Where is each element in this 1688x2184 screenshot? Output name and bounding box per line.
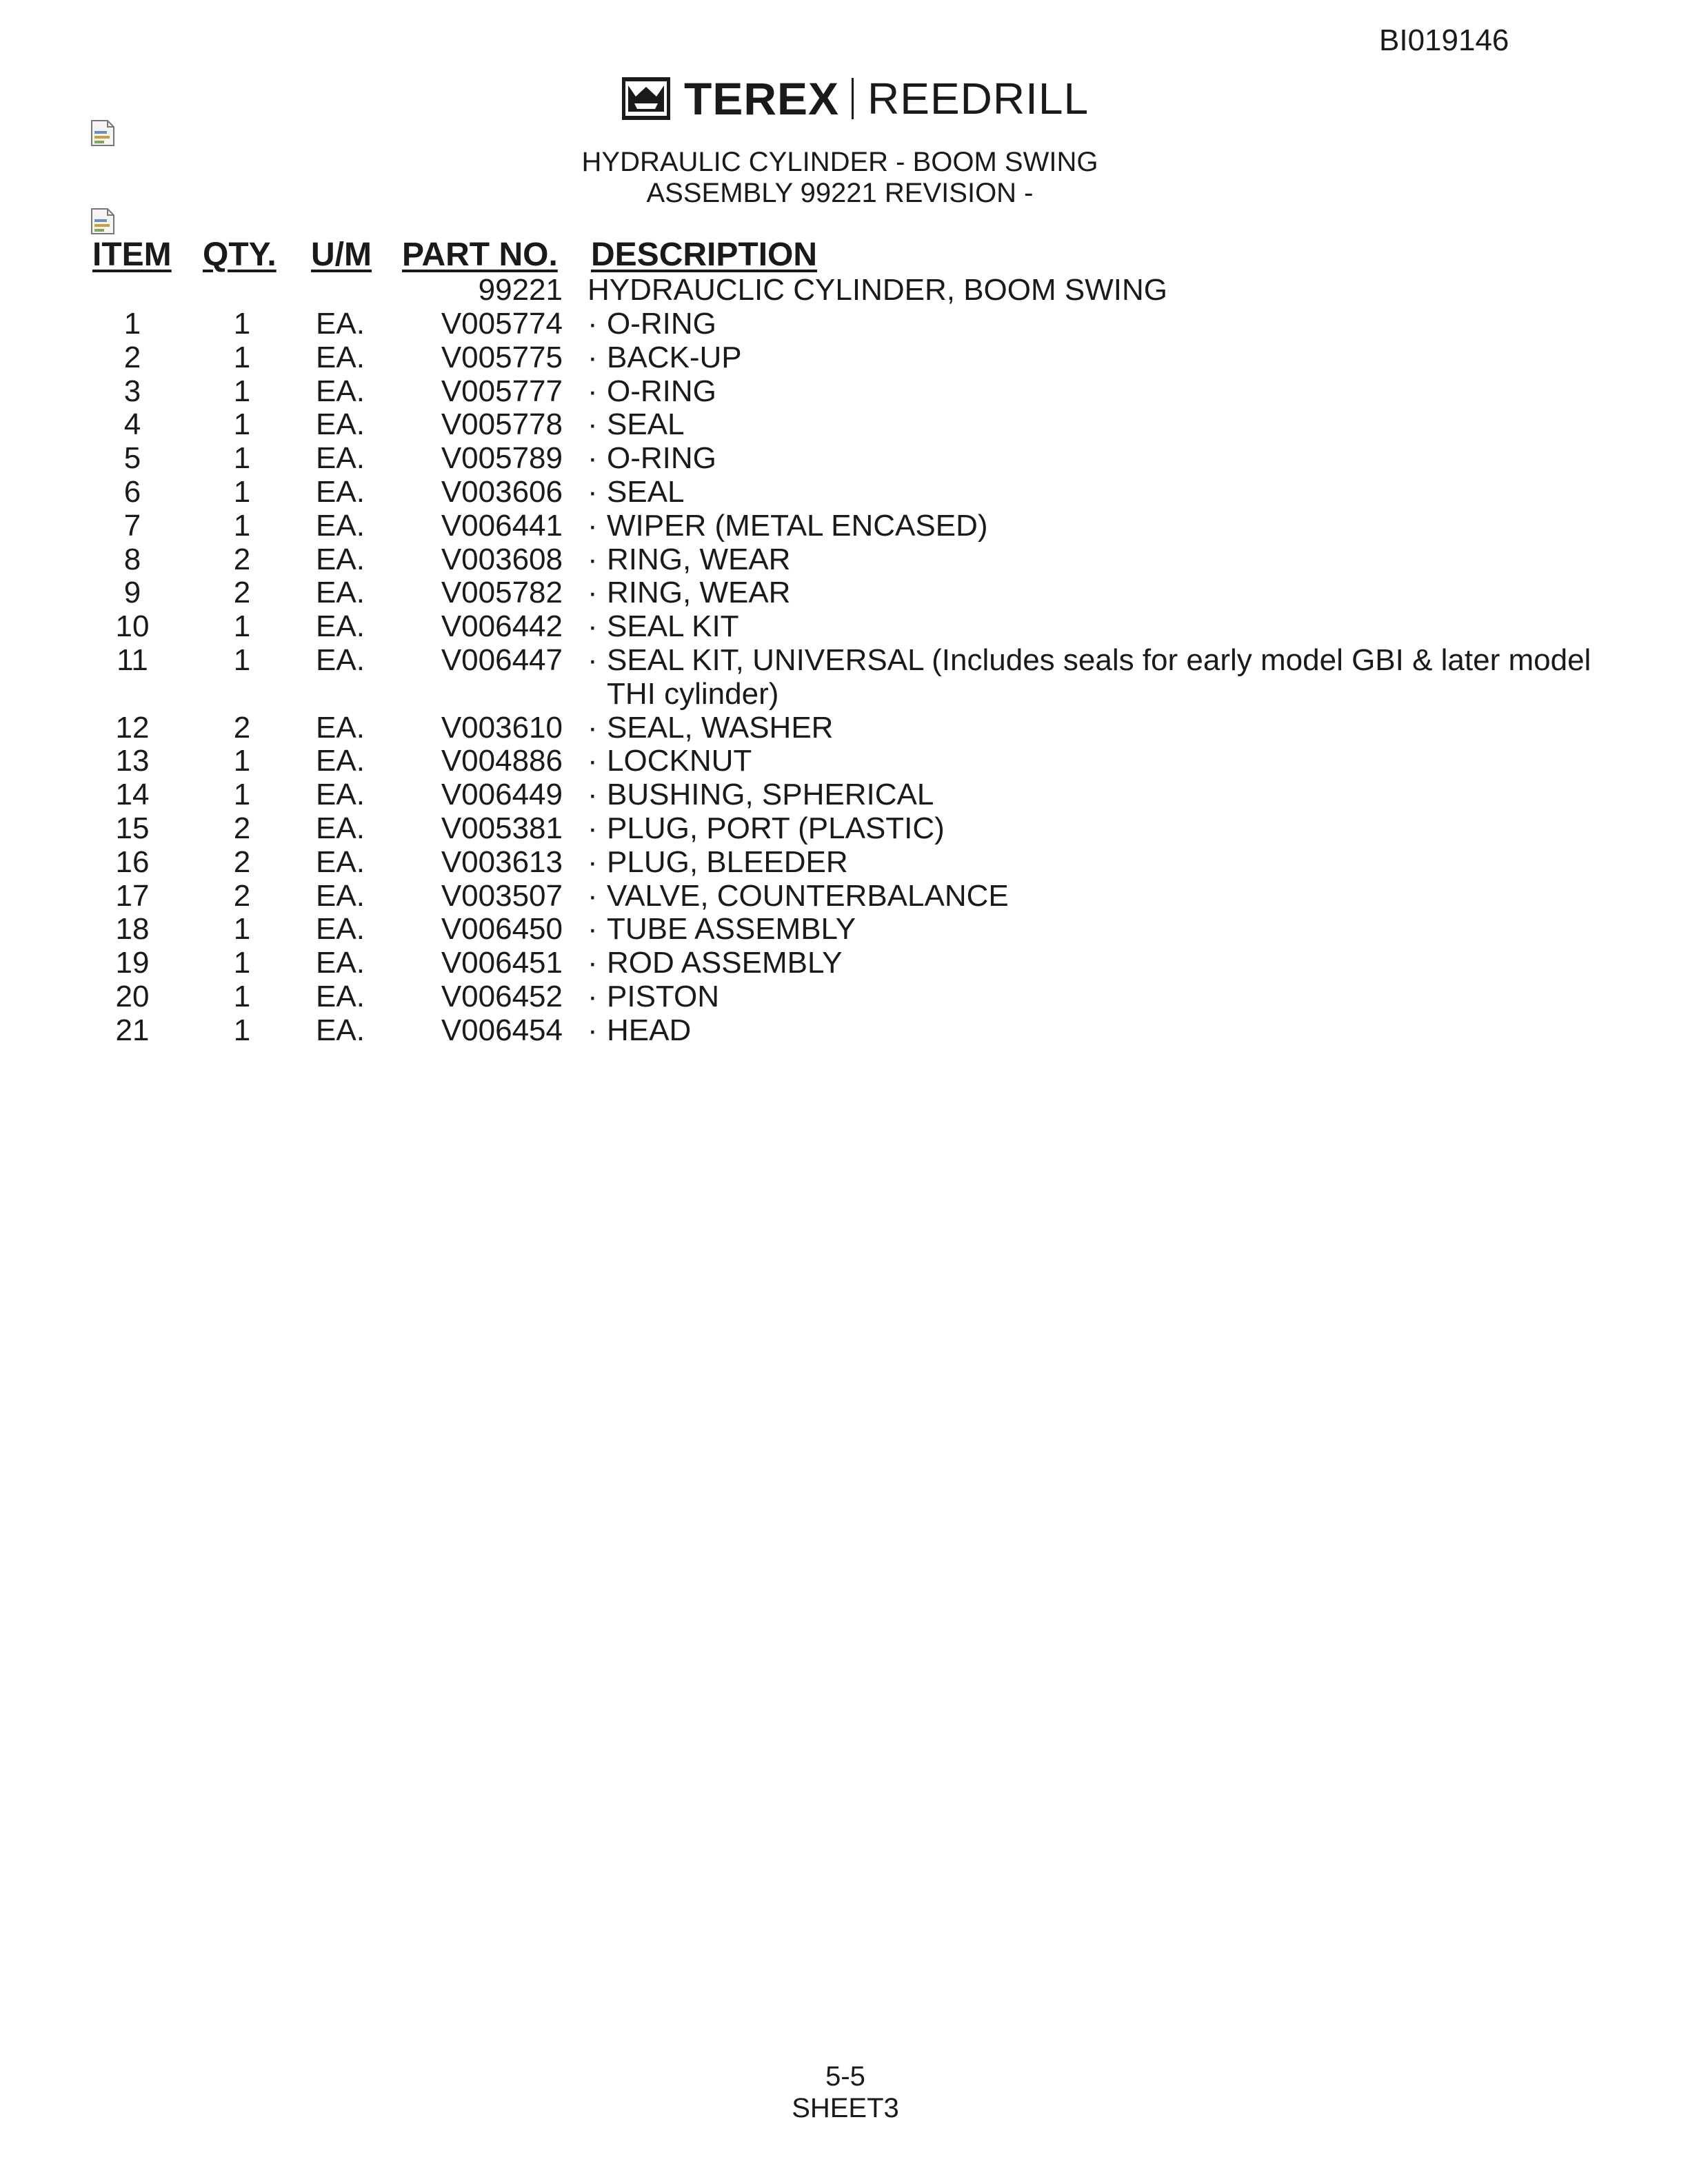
table-row (0, 609, 1688, 643)
unit-of-measure: EA. (316, 340, 365, 374)
quantity: 1 (233, 1013, 251, 1047)
part-number: V003613 (441, 845, 563, 879)
part-number: V003608 (441, 542, 563, 576)
quantity: 1 (233, 307, 251, 341)
unit-of-measure: EA. (316, 475, 365, 509)
part-number: V004886 (441, 744, 563, 778)
part-description: SEAL, WASHER (607, 710, 834, 745)
part-description: SEAL (607, 407, 685, 442)
part-number: V006450 (441, 912, 563, 947)
quantity: 2 (233, 845, 251, 879)
part-description: SEAL KIT (607, 609, 739, 644)
part-description: LOCKNUT (607, 744, 752, 778)
quantity: 1 (233, 980, 251, 1013)
part-number: V005381 (441, 811, 563, 845)
table-row (0, 778, 1688, 811)
table-row (0, 879, 1688, 913)
item-number: 2 (123, 340, 141, 374)
bullet: · (587, 912, 598, 947)
part-description: SEAL KIT, UNIVERSAL (Includes seals for early model GBI & later model THI cylinder) (607, 643, 1591, 711)
unit-of-measure: EA. (316, 609, 365, 644)
part-number: V006449 (441, 778, 563, 812)
table-row (0, 341, 1688, 374)
part-description: WIPER (METAL ENCASED) (607, 508, 988, 543)
bullet: · (587, 475, 598, 509)
part-description: BUSHING, SPHERICAL (607, 778, 934, 812)
item-number: 12 (115, 710, 150, 745)
unit-of-measure: EA. (316, 912, 365, 947)
quantity: 1 (233, 643, 251, 677)
document-id: BI019146 (1379, 23, 1509, 57)
column-header-item: ITEM (92, 236, 172, 273)
part-number: V005774 (441, 307, 563, 341)
part-description: ROD ASSEMBLY (607, 946, 843, 980)
page-number: 5-5 (825, 2061, 865, 2092)
part-description: RING, WEAR (607, 542, 791, 576)
item-number: 20 (115, 980, 150, 1013)
item-number: 10 (115, 609, 150, 644)
item-number: 4 (123, 407, 141, 442)
bullet: · (587, 845, 598, 879)
unit-of-measure: EA. (316, 710, 365, 745)
table-row (0, 711, 1688, 745)
part-description: TUBE ASSEMBLY (607, 912, 856, 947)
table-row (0, 475, 1688, 509)
item-number: 14 (115, 778, 150, 812)
unit-of-measure: EA. (316, 542, 365, 576)
part-number: V005775 (441, 340, 563, 374)
item-number: 16 (115, 845, 150, 879)
unit-of-measure: EA. (316, 845, 365, 879)
part-number: V005777 (441, 374, 563, 408)
unit-of-measure: EA. (316, 307, 365, 341)
quantity: 1 (233, 508, 251, 543)
part-number: V003606 (441, 475, 563, 509)
bullet: · (587, 946, 598, 980)
assembly-part-number: 99221 (478, 273, 563, 307)
table-row (0, 643, 1688, 711)
unit-of-measure: EA. (316, 980, 365, 1013)
item-number: 15 (115, 811, 150, 845)
table-row (0, 576, 1688, 609)
assembly-revision: ASSEMBLY 99221 REVISION - (646, 178, 1034, 208)
bullet: · (587, 744, 598, 778)
bullet: · (587, 340, 598, 374)
item-number: 11 (117, 643, 148, 677)
unit-of-measure: EA. (316, 643, 365, 677)
quantity: 2 (233, 710, 251, 745)
bullet: · (587, 441, 598, 476)
part-description: O-RING (607, 441, 716, 476)
table-row (0, 845, 1688, 879)
column-header-part-no: PART NO. (402, 236, 558, 273)
unit-of-measure: EA. (316, 946, 365, 980)
bullet: · (587, 407, 598, 442)
bullet: · (587, 778, 598, 812)
unit-of-measure: EA. (316, 744, 365, 778)
part-description: PLUG, PORT (PLASTIC) (607, 811, 945, 845)
table-row (0, 946, 1688, 980)
column-header-qty: QTY. (203, 236, 277, 273)
unit-of-measure: EA. (316, 407, 365, 442)
quantity: 1 (233, 744, 251, 778)
attachment-icon[interactable] (90, 207, 116, 236)
table-row (0, 980, 1688, 1013)
table-row (0, 744, 1688, 778)
assembly-row (0, 273, 1688, 307)
quantity: 1 (233, 912, 251, 947)
item-number: 5 (123, 441, 141, 476)
table-row (0, 307, 1688, 341)
quantity: 2 (233, 811, 251, 845)
part-description: PLUG, BLEEDER (607, 845, 848, 879)
table-row (0, 407, 1688, 441)
logo-separator (852, 78, 854, 119)
quantity: 1 (233, 475, 251, 509)
table-row (0, 509, 1688, 543)
part-number: V005778 (441, 407, 563, 442)
table-row (0, 811, 1688, 845)
bullet: · (587, 1013, 598, 1047)
bullet: · (587, 643, 598, 677)
part-description: SEAL (607, 475, 685, 509)
item-number: 3 (123, 374, 141, 408)
item-number: 19 (115, 946, 150, 980)
table-row (0, 912, 1688, 946)
bullet: · (587, 542, 598, 576)
table-row (0, 374, 1688, 408)
part-number: V006442 (441, 609, 563, 644)
item-number: 13 (115, 744, 150, 778)
item-number: 8 (123, 542, 141, 576)
bullet: · (587, 307, 598, 341)
table-row (0, 1013, 1688, 1047)
column-header-um: U/M (311, 236, 372, 273)
logo-sub-text: REEDRILL (867, 74, 1089, 123)
unit-of-measure: EA. (316, 374, 365, 408)
part-number: V005789 (441, 441, 563, 476)
part-number: V006454 (441, 1013, 563, 1047)
unit-of-measure: EA. (316, 811, 365, 845)
part-number: V003507 (441, 878, 563, 913)
unit-of-measure: EA. (316, 441, 365, 476)
quantity: 1 (233, 374, 251, 408)
unit-of-measure: EA. (316, 1013, 365, 1047)
item-number: 7 (123, 508, 141, 543)
column-header-description: DESCRIPTION (591, 236, 818, 273)
bullet: · (587, 878, 598, 913)
bullet: · (587, 980, 598, 1013)
unit-of-measure: EA. (316, 878, 365, 913)
terex-crown-icon (622, 77, 670, 120)
part-number: V006441 (441, 508, 563, 543)
terex-reedrill-logo (622, 74, 1089, 123)
item-number: 21 (115, 1013, 150, 1047)
bullet: · (587, 374, 598, 408)
assembly-description: HYDRAUCLIC CYLINDER, BOOM SWING (587, 273, 1167, 307)
part-number: V006451 (441, 946, 563, 980)
part-description: O-RING (607, 374, 716, 408)
quantity: 1 (233, 340, 251, 374)
part-description: RING, WEAR (607, 576, 791, 610)
part-number: V006447 (441, 643, 563, 677)
table-row (0, 441, 1688, 475)
part-number: V006452 (441, 980, 563, 1013)
part-number: V005782 (441, 576, 563, 610)
bullet: · (587, 576, 598, 610)
item-number: 6 (123, 475, 141, 509)
bullet: · (587, 508, 598, 543)
quantity: 1 (233, 946, 251, 980)
part-description: PISTON (607, 980, 720, 1013)
table-row (0, 543, 1688, 576)
quantity: 1 (233, 407, 251, 442)
attachment-icon[interactable] (90, 119, 116, 148)
item-number: 18 (115, 912, 150, 947)
item-number: 17 (115, 878, 150, 913)
quantity: 2 (233, 542, 251, 576)
unit-of-measure: EA. (316, 508, 365, 543)
part-description: VALVE, COUNTERBALANCE (607, 878, 1009, 913)
logo-brand-text: TEREX (684, 73, 840, 124)
document-title: HYDRAULIC CYLINDER - BOOM SWING (581, 147, 1098, 177)
bullet: · (587, 811, 598, 845)
item-number: 1 (123, 307, 141, 341)
item-number: 9 (123, 576, 141, 610)
bullet: · (587, 609, 598, 644)
part-description: O-RING (607, 307, 716, 341)
bullet: · (587, 710, 598, 745)
quantity: 2 (233, 576, 251, 610)
quantity: 1 (233, 441, 251, 476)
quantity: 1 (233, 778, 251, 812)
quantity: 2 (233, 878, 251, 913)
quantity: 1 (233, 609, 251, 644)
part-number: V003610 (441, 710, 563, 745)
sheet-label: SHEET3 (792, 2093, 899, 2123)
unit-of-measure: EA. (316, 778, 365, 812)
part-description: HEAD (607, 1013, 692, 1047)
unit-of-measure: EA. (316, 576, 365, 610)
part-description: BACK-UP (607, 340, 742, 374)
